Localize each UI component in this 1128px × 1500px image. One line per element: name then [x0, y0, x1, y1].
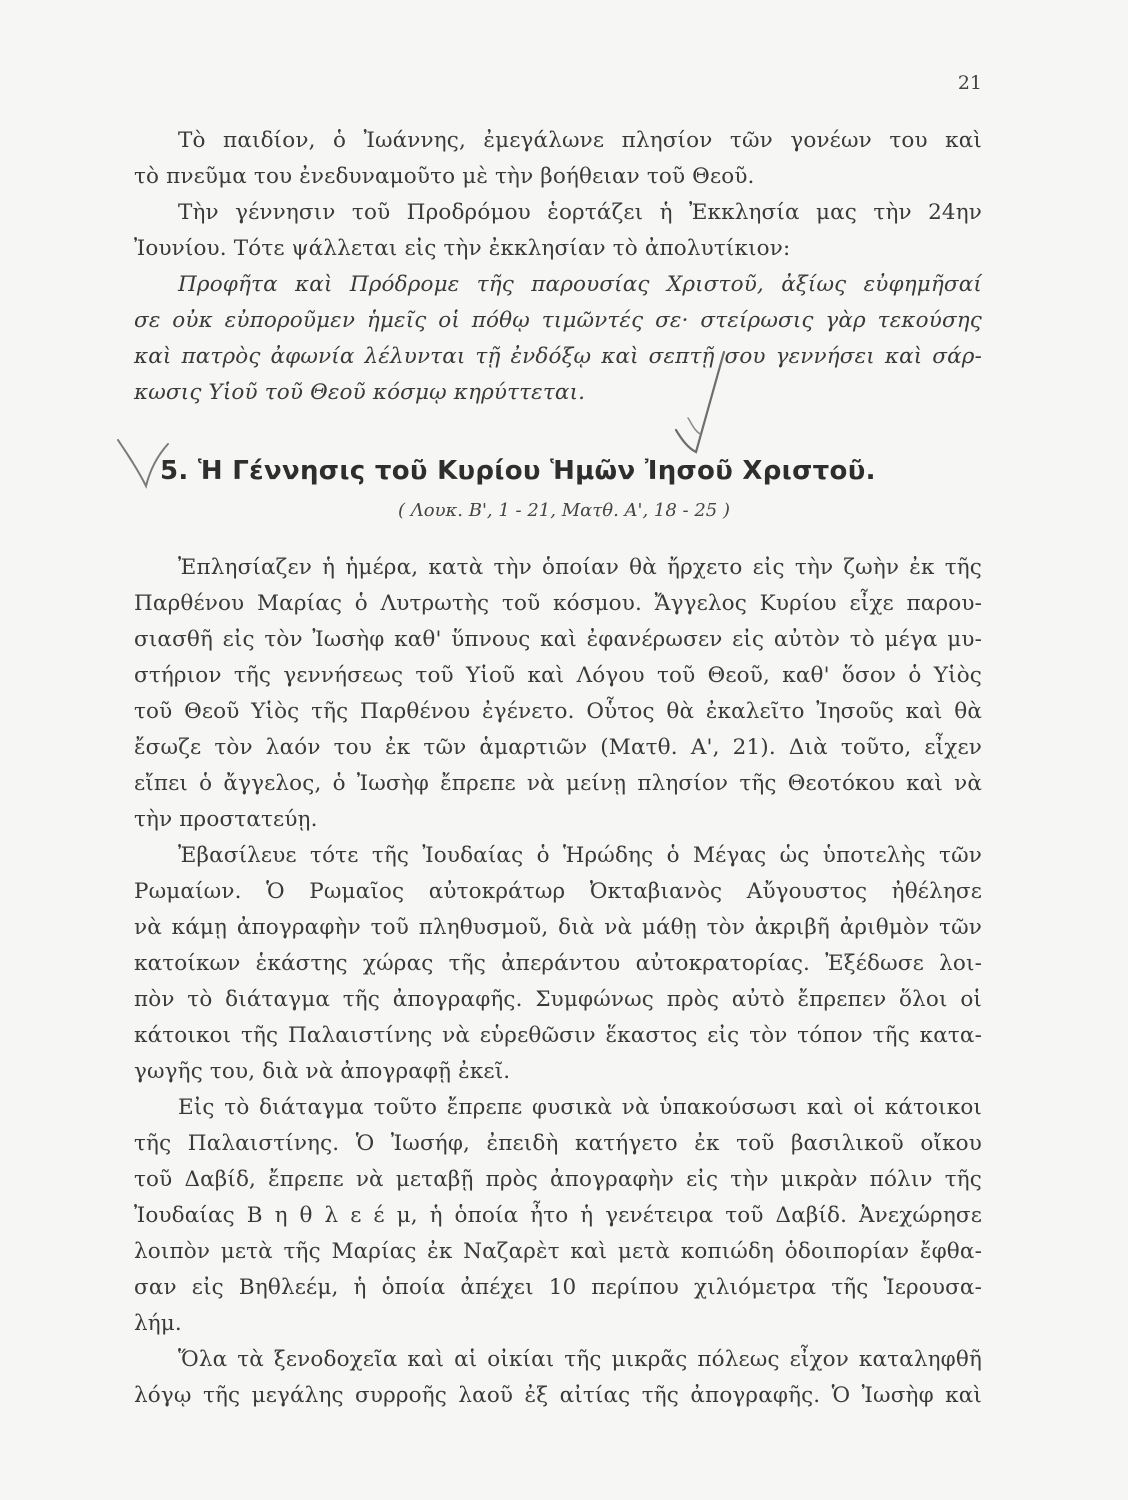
text-line: κατοίκων ἑκάστης χώρας τῆς ἀπεράντου αὐτοκρατορίας. Ἐξέδωσε λοι-	[134, 951, 982, 976]
text-line: λήμ.	[134, 1311, 182, 1336]
text-line: λόγῳ τῆς μεγάλης συρροῆς λαοῦ ἐξ αἰτίας τῆς ἀπογραφῆς. Ὁ Ἰωσὴφ καὶ	[134, 1383, 982, 1408]
text-line: Τὴν γέννησιν τοῦ Προδρόμου ἑορτάζει ἡ Ἐκκλησία μας τὴν 24ην	[178, 200, 982, 225]
text-line: Ἐπλησίαζεν ἡ ἡμέρα, κατὰ τὴν ὁποίαν θὰ ἤρχετο εἰς τὴν ζωὴν ἐκ τῆς	[178, 555, 982, 580]
text-line: Ρωμαίων. Ὁ Ρωμαῖος αὐτοκράτωρ Ὀκταβιανὸς Αὔγουστος ἠθέλησε	[134, 879, 982, 904]
text-line: τοῦ Δαβίδ, ἔπρεπε νὰ μεταβῇ πρὸς ἀπογραφὴν εἰς τὴν μικρὰν πόλιν τῆς	[134, 1167, 982, 1192]
hymn-line: σε οὐκ εὐποροῦμεν ἡμεῖς οἱ πόθῳ τιμῶντές σε· στείρωσις γὰρ τεκούσης	[134, 308, 982, 333]
text-line: γωγῆς του, διὰ νὰ ἀπογραφῇ ἐκεῖ.	[134, 1059, 511, 1084]
text-line: ἔσωζε τὸν λαόν του ἐκ τῶν ἁμαρτιῶν (Ματθ. Α', 21). Διὰ τοῦτο, εἶχεν	[134, 735, 982, 760]
hymn-line: καὶ πατρὸς ἀφωνία λέλυνται τῇ ἐνδόξῳ καὶ σεπτῇ σου γεννήσει καὶ σάρ-	[134, 344, 982, 369]
text-line: τοῦ Θεοῦ Υἱὸς τῆς Παρθένου ἐγένετο. Οὗτος θὰ ἐκαλεῖτο Ἰησοῦς καὶ θὰ	[134, 699, 982, 724]
text-line: Ἰουνίου. Τότε ψάλλεται εἰς τὴν ἐκκλησίαν τὸ ἀπολυτίκιον:	[134, 236, 791, 261]
text-line: λοιπὸν μετὰ τῆς Μαρίας ἐκ Ναζαρὲτ καὶ μετὰ κοπιώδη ὁδοιπορίαν ἔφθα-	[134, 1239, 982, 1264]
text-line: τὸ πνεῦμα του ἐνεδυναμοῦτο μὲ τὴν βοήθειαν τοῦ Θεοῦ.	[134, 164, 755, 189]
text-line: εἴπει ὁ ἄγγελος, ὁ Ἰωσὴφ ἔπρεπε νὰ μείνῃ πλησίον τῆς Θεοτόκου καὶ νὰ	[134, 771, 982, 796]
text-line: νὰ κάμῃ ἀπογραφὴν τοῦ πληθυσμοῦ, διὰ νὰ μάθῃ τὸν ἀκριβῆ ἀριθμὸν τῶν	[134, 915, 982, 940]
text-line: Ὅλα τὰ ξενοδοχεῖα καὶ αἱ οἰκίαι τῆς μικρᾶς πόλεως εἶχον καταληφθῆ	[178, 1347, 982, 1372]
text-line: Τὸ παιδίον, ὁ Ἰωάννης, ἐμεγάλωνε πλησίον τῶν γονέων του καὶ	[178, 128, 982, 153]
text-line: Ἐβασίλευε τότε τῆς Ἰουδαίας ὁ Ἡρώδης ὁ Μέγας ὡς ὑποτελὴς τῶν	[178, 843, 982, 868]
text-line: πὸν τὸ διάταγμα τῆς ἀπογραφῆς. Συμφώνως πρὸς αὐτὸ ἔπρεπεν ὅλοι οἱ	[134, 987, 982, 1012]
hymn-line: κωσις Υἱοῦ τοῦ Θεοῦ κόσμῳ κηρύττεται.	[134, 380, 586, 405]
text-line: Ἰουδαίας Β η θ λ ε έ μ, ἡ ὁποία ἦτο ἡ γενέτειρα τοῦ Δαβίδ. Ἀνεχώρησε	[134, 1203, 982, 1228]
scripture-reference: ( Λουκ. Β', 1 - 21, Ματθ. Α', 18 - 25 )	[397, 500, 730, 521]
page-number: 21	[957, 72, 982, 94]
text-line: τὴν προστατεύῃ.	[134, 807, 318, 832]
text-line: σαν εἰς Βηθλεέμ, ἡ ὁποία ἀπέχει 10 περίπου χιλιόμετρα τῆς Ἱερουσα-	[134, 1275, 982, 1300]
text-line: Εἰς τὸ διάταγμα τοῦτο ἔπρεπε φυσικὰ νὰ ὑπακούσωσι καὶ οἱ κάτοικοι	[178, 1095, 982, 1120]
text-line: σιασθῆ εἰς τὸν Ἰωσὴφ καθ' ὕπνους καὶ ἐφανέρωσεν εἰς αὐτὸν τὸ μέγα μυ-	[134, 627, 982, 652]
section-heading: 5. Ἡ Γέννησις τοῦ Κυρίου Ἡμῶν Ἰησοῦ Χριστοῦ.	[160, 456, 876, 486]
text-line: Παρθένου Μαρίας ὁ Λυτρωτὴς τοῦ κόσμου. Ἄγγελος Κυρίου εἶχε παρου-	[134, 591, 982, 616]
hymn-line: Προφῆτα καὶ Πρόδρομε τῆς παρουσίας Χριστοῦ, ἀξίως εὐφημῆσαί	[178, 272, 982, 297]
text-line: στήριον τῆς γεννήσεως τοῦ Υἱοῦ καὶ Λόγου τοῦ Θεοῦ, καθ' ὅσον ὁ Υἱὸς	[134, 663, 982, 688]
text-line: κάτοικοι τῆς Παλαιστίνης νὰ εὑρεθῶσιν ἕκαστος εἰς τὸν τόπον τῆς κατα-	[134, 1023, 982, 1048]
text-line: τῆς Παλαιστίνης. Ὁ Ἰωσήφ, ἐπειδὴ κατήγετο ἐκ τοῦ βασιλικοῦ οἴκου	[134, 1131, 982, 1156]
